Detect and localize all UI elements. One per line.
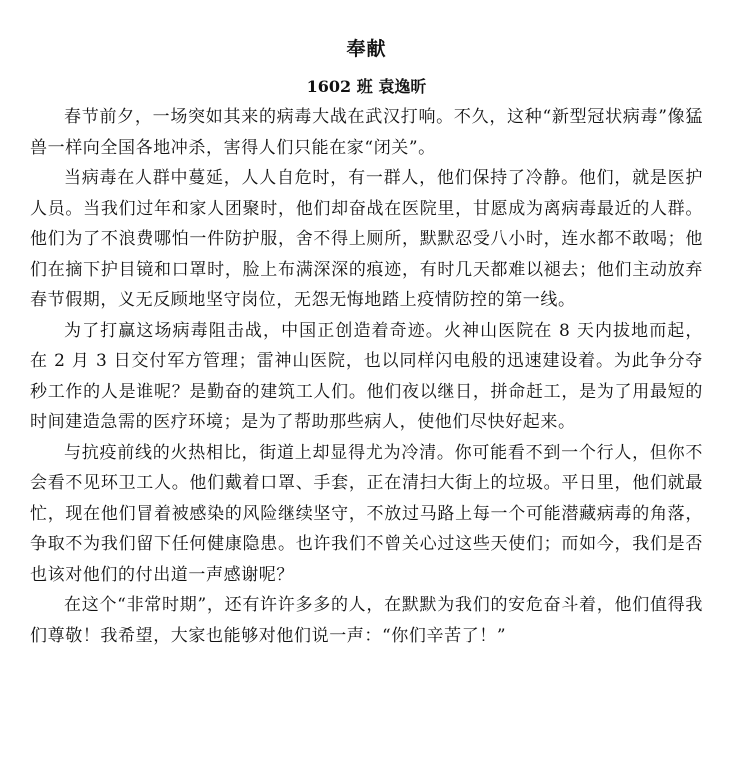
paragraph-3: 为了打赢这场病毒阻击战，中国正创造着奇迹。火神山医院在 8 天内拔地而起，在 2 月 3 日交付军方管理；雷神山医院，也以同样闪电般的迅速建设着。为此争分夺秒工作的人是谁呢？是勤奋的建筑工人们。他们夜以继日，拼命赶工，是为了用最短的时间建造急需的医疗环境；是为了帮助那些病人，使他们尽快好起来。 — [30, 320, 703, 432]
paragraph-1: 春节前夕，一场突如其来的病毒大战在武汉打响。不久，这种“新型冠状病毒”像猛兽一样向全国各地冲杀，害得人们只能在家“闭关”。 — [30, 107, 703, 158]
essay-body — [30, 102, 703, 651]
author-byline: 1602 班 袁逸昕 — [306, 77, 427, 96]
essay-title: 奉献 — [346, 38, 387, 60]
paragraph-2: 当病毒在人群中蔓延，人人自危时，有一群人，他们保持了冷静。他们，就是医护人员。当我们过年和家人团聚时，他们却奋战在医院里，甘愿成为离病毒最近的人群。他们为了不浪费哪怕一件防护服，舍不得上厕所，默默忍受八小时，连水都不敢喝；他们在摘下护目镜和口罩时，脸上布满深深的痕迹，有时几天都难以褪去；他们主动放弃春节假期，义无反顾地坚守岗位，无怨无悔地踏上疫情防控的第一线。 — [30, 168, 703, 310]
paragraph-4: 与抗疫前线的火热相比，街道上却显得尤为冷清。你可能看不到一个行人，但你不会看不见环卫工人。他们戴着口罩、手套，正在清扫大街上的垃圾。平日里，他们就最忙，现在他们冒着被感染的风险继续坚守，不放过马路上每一个可能潜藏病毒的角落，争取不为我们留下任何健康隐患。也许我们不曾关心过这些天使们；而如今，我们是否也该对他们的付出道一声感谢呢？ — [30, 442, 703, 585]
paragraph-5: 在这个“非常时期”，还有许许多多的人，在默默为我们的安危奋斗着，他们值得我们尊敬！我希望，大家也能够对他们说一声：“你们辛苦了！” — [30, 595, 703, 646]
